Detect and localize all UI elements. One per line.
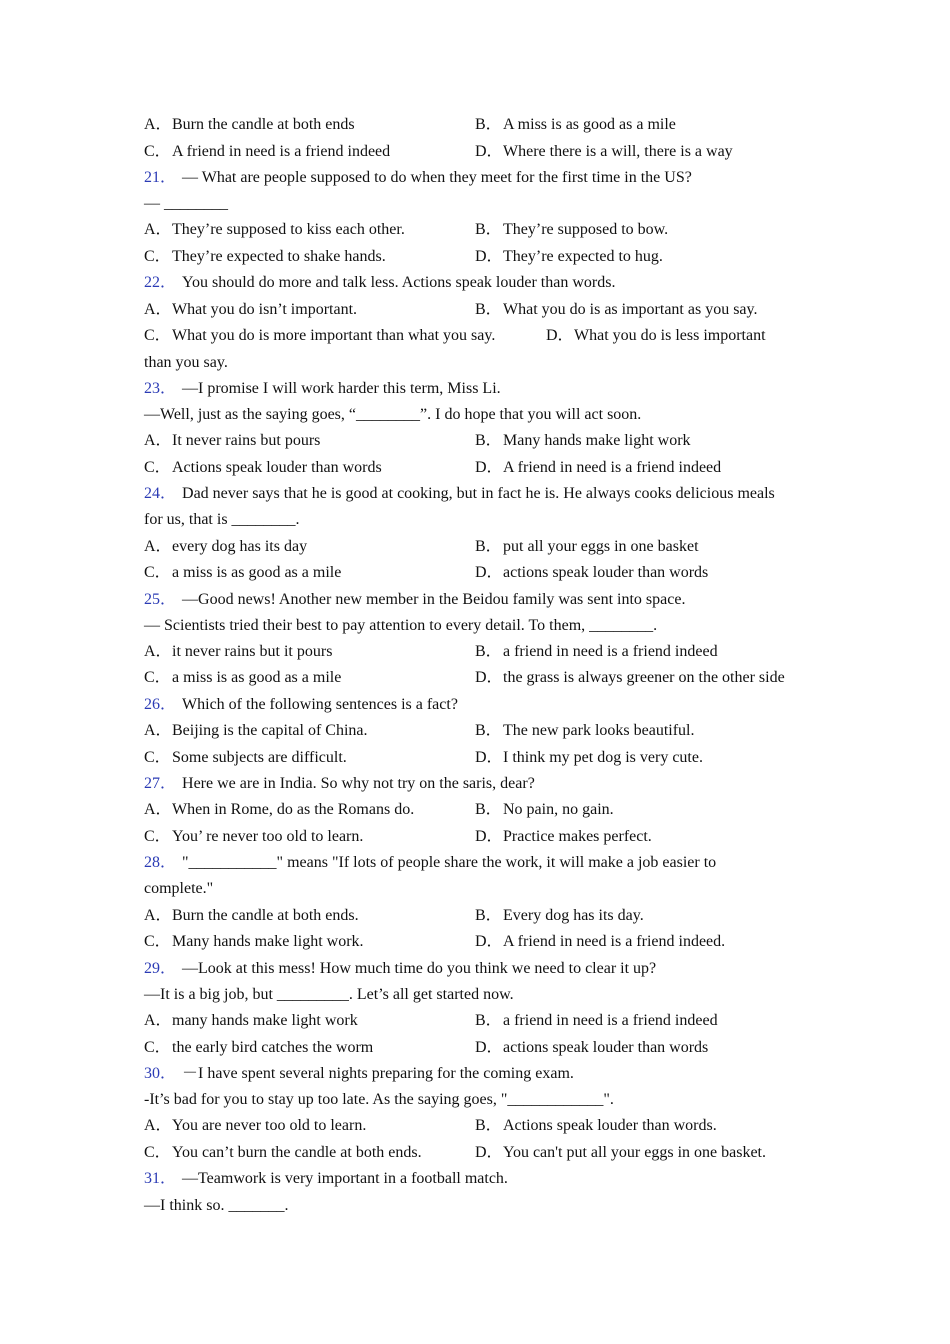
options-row — [144, 929, 809, 956]
option-c: C．a miss is as good as a mile — [144, 564, 342, 581]
question-number: 28． — [144, 854, 177, 872]
question-line: —It is a big job, but _________. Let’s all get started now. — [144, 985, 514, 1003]
option-a: A．many hands make light work — [144, 1012, 358, 1029]
options-row — [144, 1035, 809, 1062]
option-d-continuation: than you say. — [144, 353, 228, 371]
option-c: C．the early bird catches the worm — [144, 1038, 374, 1056]
option-b: B．They’re supposed to bow. — [475, 221, 669, 239]
option-b: B．a friend in need is a friend indeed — [475, 642, 718, 660]
options-row — [144, 139, 809, 166]
question-number: 24． — [144, 485, 177, 503]
question-stem: 27． Here we are in India. So why not try on the saris, dear? — [144, 775, 535, 793]
option-d: D．Practice makes perfect. — [475, 827, 652, 845]
question-stem: 29． —Look at this mess! How much time do you think we need to clear it up? — [144, 959, 657, 977]
option-c: C．Some subjects are difficult. — [144, 748, 347, 766]
option-d: D．actions speak louder than words — [475, 1038, 709, 1056]
options-row — [144, 824, 809, 851]
question-line: complete." — [144, 880, 214, 898]
option-d: D．Where there is a will, there is a way — [475, 142, 733, 160]
option-d: D．I think my pet dog is very cute. — [475, 748, 703, 766]
option-a: A．You are never too old to learn. — [144, 1117, 367, 1135]
question-number: 29． — [144, 959, 177, 977]
option-b: B．Actions speak louder than words. — [475, 1117, 717, 1135]
option-d: D．A friend in need is a friend indeed — [475, 458, 722, 476]
options-row — [144, 428, 809, 455]
question-number: 22． — [144, 274, 177, 292]
option-d: D．What you do is less important — [546, 327, 766, 345]
question-stem: 26． Which of the following sentences is a fact? — [144, 695, 458, 713]
option-a: A．They’re supposed to kiss each other. — [144, 221, 405, 239]
option-b: B．put all your eggs in one basket — [475, 537, 699, 555]
option-b: B．The new park looks beautiful. — [475, 722, 695, 740]
option-d: D．actions speak louder than words — [475, 564, 709, 581]
question-stem: 24． Dad never says that he is good at cooking, but in fact he is. He always cooks delicious meals — [144, 485, 775, 503]
option-c: C．You’ re never too old to learn. — [144, 827, 364, 845]
options-row — [144, 534, 809, 561]
option-d: D．You can't put all your eggs in one basket. — [475, 1143, 766, 1161]
question-stem: 28． "___________" means "If lots of people share the work, it will make a job easier to — [144, 854, 717, 872]
option-a: A．Burn the candle at both ends. — [144, 906, 359, 924]
question-stem: 22． You should do more and talk less. Actions speak louder than words. — [144, 274, 616, 292]
options-row — [144, 112, 809, 139]
question-stem: 21． — What are people supposed to do when they meet for the first time in the US? — [144, 169, 692, 186]
option-c: C．A friend in need is a friend indeed — [144, 142, 391, 160]
question-stem: 30． －I have spent several nights preparing for the coming exam. — [144, 1065, 574, 1082]
options-row — [144, 1140, 809, 1167]
options-row — [144, 745, 809, 772]
question-line: —Well, just as the saying goes, “________”. I do hope that you will act soon. — [144, 405, 642, 423]
option-c: C．What you do is more important than what you say. — [144, 327, 496, 345]
options-row — [144, 903, 809, 930]
options-row — [144, 1008, 809, 1035]
question-number: 30． — [144, 1065, 177, 1082]
options-row — [144, 244, 809, 271]
question-number: 23． — [144, 379, 177, 397]
option-b: B．Many hands make light work — [475, 432, 691, 450]
option-c: C．You can’t burn the candle at both ends. — [144, 1143, 422, 1161]
question-stem: 25． —Good news! Another new member in the Beidou family was sent into space. — [144, 590, 686, 608]
options-row — [144, 797, 809, 824]
question-stem: 23． —I promise I will work harder this term, Miss Li. — [144, 379, 501, 397]
option-b: B．a friend in need is a friend indeed — [475, 1012, 718, 1029]
options-row — [144, 323, 809, 350]
option-c: C．a miss is as good as a mile — [144, 669, 342, 687]
options-row — [144, 1113, 809, 1140]
question-stem: 31． —Teamwork is very important in a football match. — [144, 1170, 508, 1188]
question-number: 21． — [144, 169, 177, 186]
option-d: D．A friend in need is a friend indeed. — [475, 933, 726, 951]
option-a: A．It never rains but pours — [144, 432, 321, 450]
option-a: A．every dog has its day — [144, 537, 308, 555]
option-a: A．Beijing is the capital of China. — [144, 722, 368, 740]
option-c: C．Actions speak louder than words — [144, 458, 382, 476]
question-number: 27． — [144, 775, 177, 793]
question-line: — Scientists tried their best to pay attention to every detail. To them, ________. — [144, 616, 658, 634]
option-a: A．What you do isn’t important. — [144, 300, 358, 318]
question-line: — ________ — [144, 195, 228, 213]
option-d: D．They’re expected to hug. — [475, 247, 663, 265]
options-row — [144, 639, 809, 666]
question-line: for us, that is ________. — [144, 511, 300, 529]
options-row — [144, 455, 809, 482]
exam-page — [144, 112, 809, 1219]
option-a: A．When in Rome, do as the Romans do. — [144, 801, 415, 819]
option-b: B．What you do is as important as you say. — [475, 300, 758, 318]
question-line: -It’s bad for you to stay up too late. As the saying goes, "____________". — [144, 1091, 614, 1109]
options-row — [144, 560, 809, 587]
option-a: A．Burn the candle at both ends — [144, 116, 355, 133]
options-row — [144, 297, 809, 324]
option-d: D．the grass is always greener on the other side — [475, 669, 785, 687]
option-c: C．They’re expected to shake hands. — [144, 247, 386, 265]
question-number: 25． — [144, 590, 177, 608]
question-line: —I think so. _______. — [144, 1196, 289, 1214]
option-a: A．it never rains but it pours — [144, 642, 333, 660]
option-b: B．A miss is as good as a mile — [475, 116, 676, 133]
option-b: B．No pain, no gain. — [475, 801, 614, 819]
options-row — [144, 718, 809, 745]
options-row — [144, 665, 809, 692]
option-b: B．Every dog has its day. — [475, 906, 644, 924]
question-number: 26． — [144, 695, 177, 713]
question-number: 31． — [144, 1170, 177, 1188]
options-row — [144, 217, 809, 244]
option-c: C．Many hands make light work. — [144, 933, 364, 951]
